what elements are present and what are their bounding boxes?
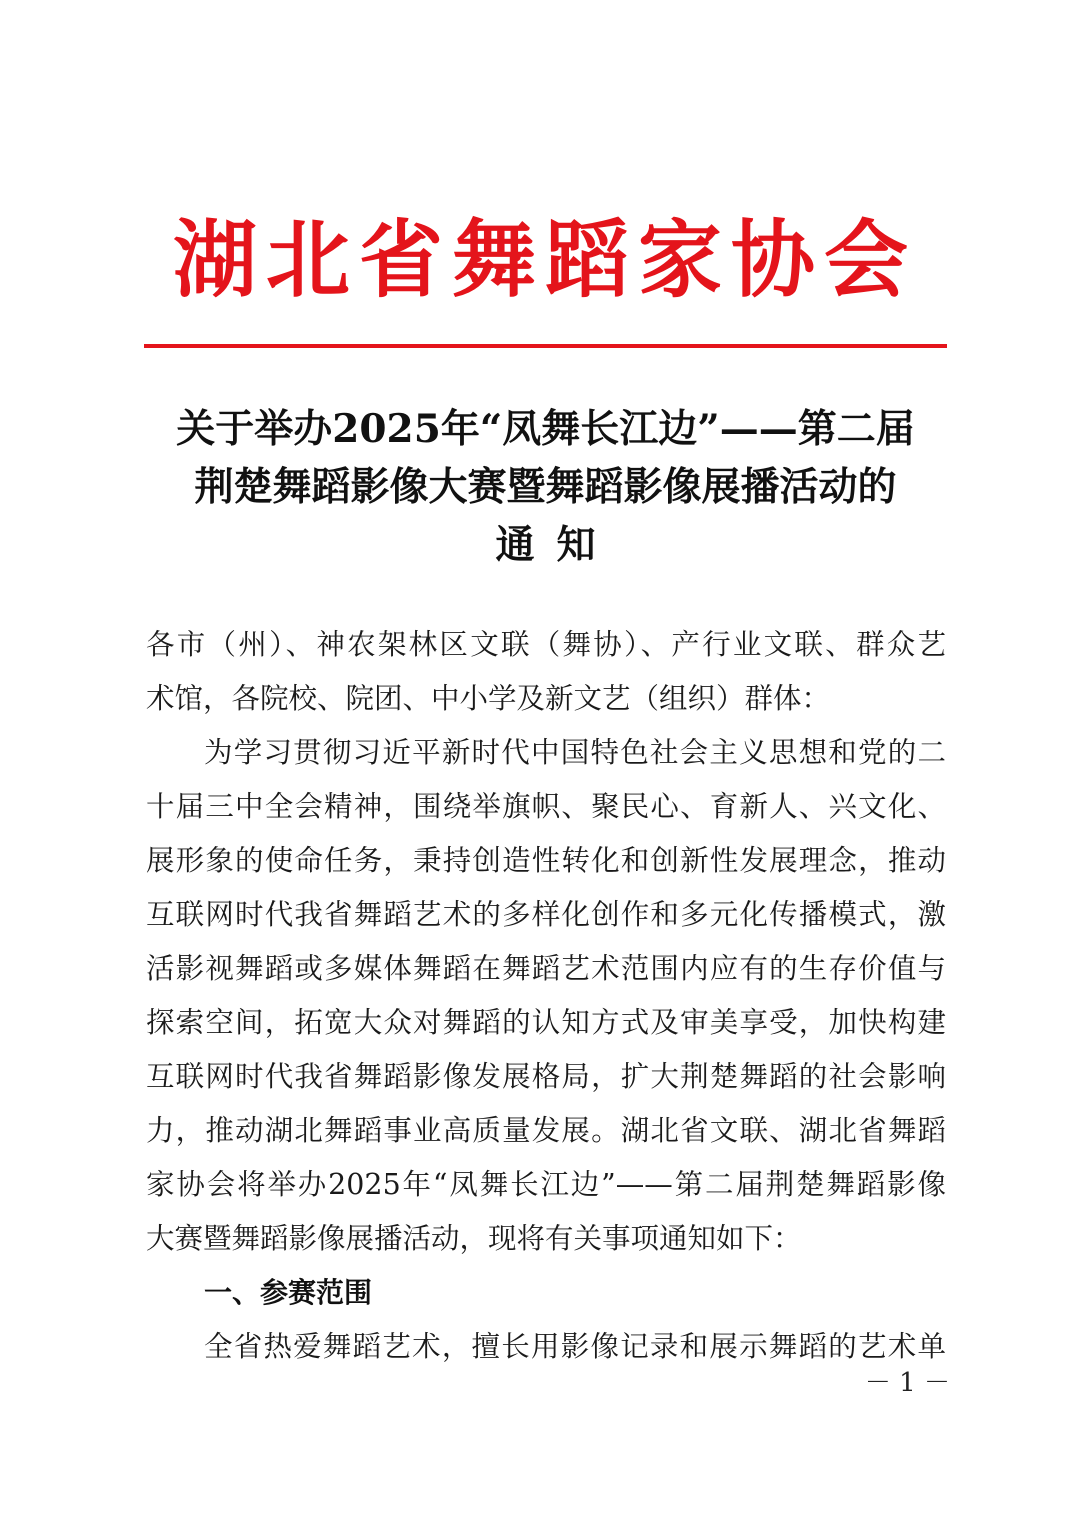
title-line-2: 荆楚舞蹈影像大赛暨舞蹈影像展播活动的 (194, 464, 897, 510)
paragraph-line: 展形象的使命任务，秉持创造性转化和创新性发展理念，推动 (146, 844, 946, 877)
paragraph-line: 互联网时代我省舞蹈影像发展格局，扩大荆楚舞蹈的社会影响 (146, 1060, 946, 1093)
page-number: － 1 － (864, 1368, 950, 1398)
paragraph-line: 家协会将举办2025年“凤舞长江边”——第二届荆楚舞蹈影像 (146, 1168, 946, 1201)
paragraph-line: 全省热爱舞蹈艺术，擅长用影像记录和展示舞蹈的艺术单 (204, 1330, 946, 1363)
paragraph-line: 力，推动湖北舞蹈事业高质量发展。湖北省文联、湖北省舞蹈 (146, 1114, 946, 1147)
title-line-1: 关于举办2025年“凤舞长江边”——第二届 (176, 406, 915, 452)
document-body (146, 618, 946, 1374)
title-line-3: 通知 (495, 522, 618, 568)
salutation-line: 术馆，各院校、院团、中小学及新文艺（组织）群体： (146, 682, 831, 715)
paragraph-line: 十届三中全会精神，围绕举旗帜、聚民心、育新人、兴文化、 (146, 790, 946, 823)
letterhead-red-rule (144, 344, 947, 348)
paragraph-line: 互联网时代我省舞蹈艺术的多样化创作和多元化传播模式，激 (146, 898, 946, 931)
paragraph-line: 大赛暨舞蹈影像展播活动，现将有关事项通知如下： (146, 1222, 802, 1255)
letterhead-org-name: 湖北省舞蹈家协会 (172, 211, 917, 309)
document-title (144, 400, 947, 574)
salutation-line: 各市（州）、神农架林区文联（舞协）、产行业文联、群众艺 (146, 628, 946, 661)
paragraph-line: 为学习贯彻习近平新时代中国特色社会主义思想和党的二 (204, 736, 946, 769)
paragraph-line: 探索空间，拓宽大众对舞蹈的认知方式及审美享受，加快构建 (146, 1006, 946, 1039)
paragraph-line: 活影视舞蹈或多媒体舞蹈在舞蹈艺术范围内应有的生存价值与 (146, 952, 946, 985)
section-heading: 一、参赛范围 (204, 1276, 373, 1309)
